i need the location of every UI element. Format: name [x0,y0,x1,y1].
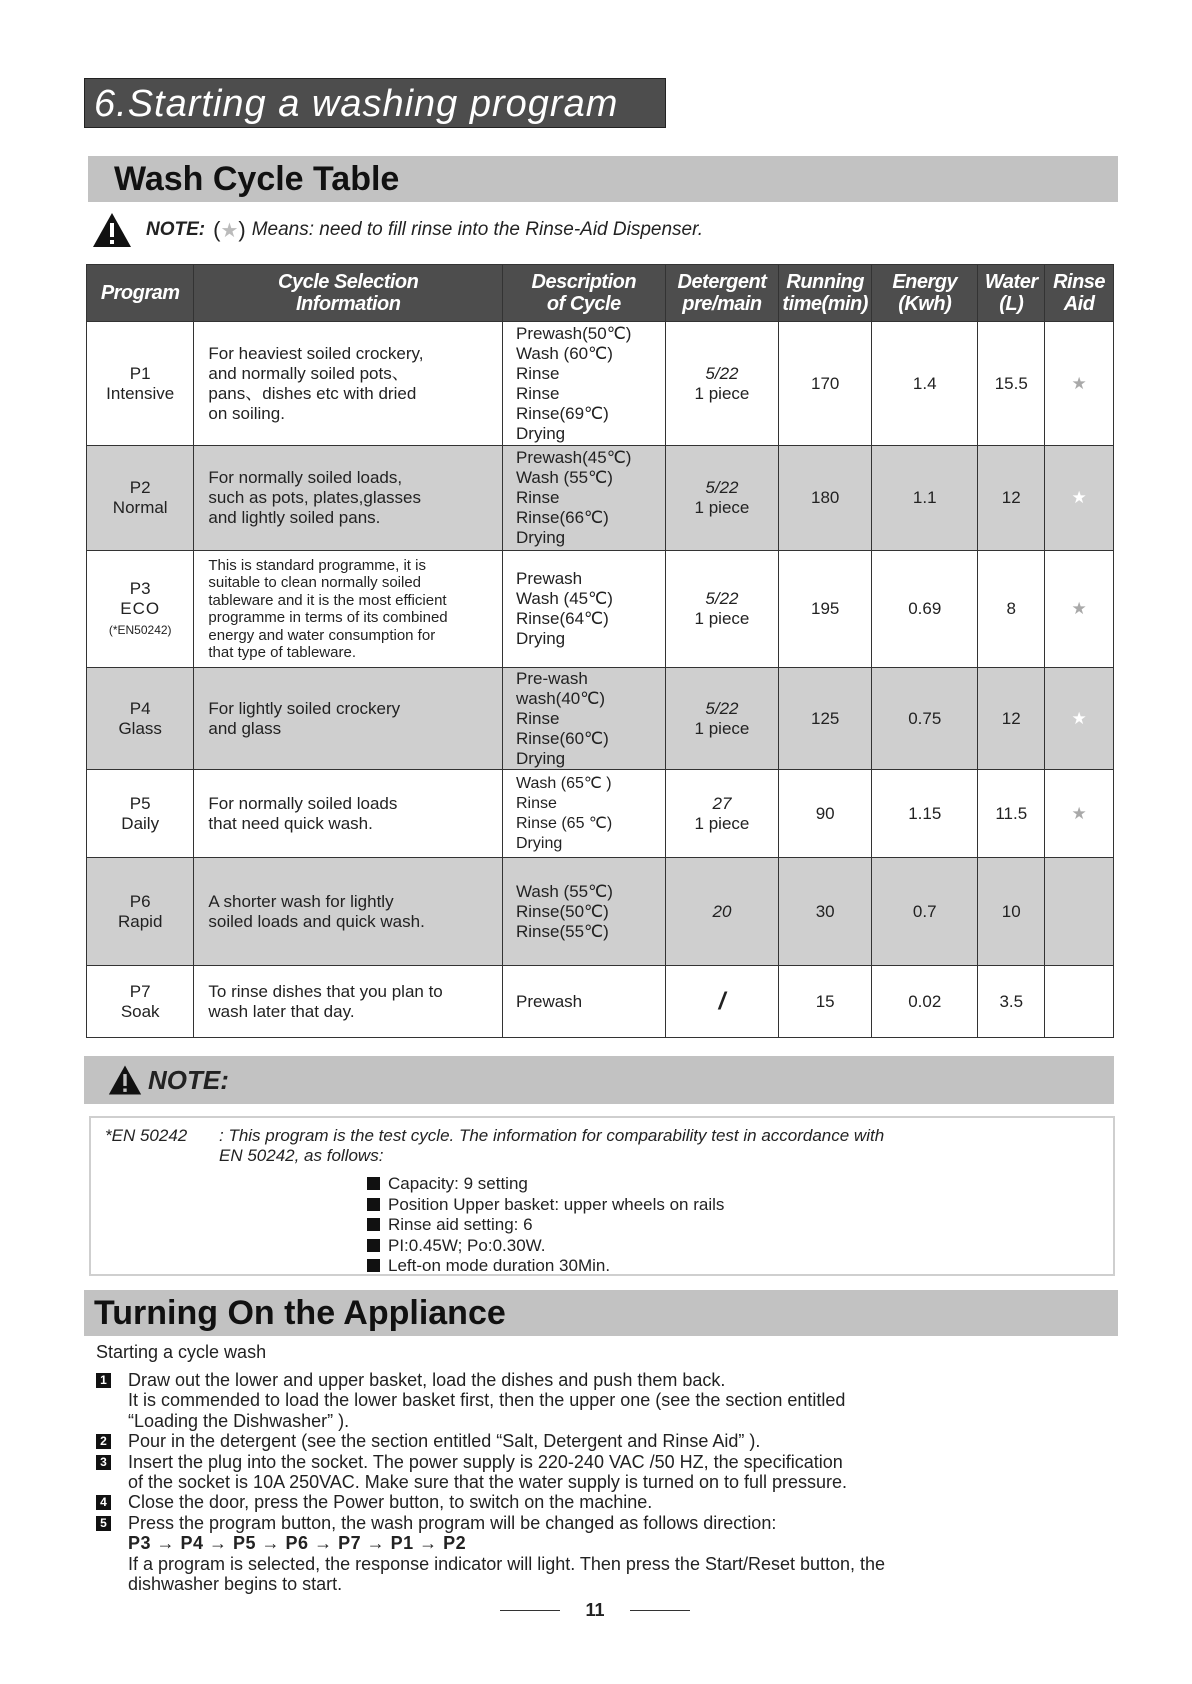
step-number: 4 [96,1495,111,1510]
cycle-info-cell: For heaviest soiled crockery, and normally soiled pots、 pans、dishes etc with dried on soiling. [194,322,503,446]
step-item: 3 Insert the plug into the socket. The power supply is 220-240 VAC /50 HZ, the specification of the socket is 10A 250VAC. Make sure that the water supply is turned on to full pressure. [96,1452,1096,1493]
list-item: PI:0.45W; Po:0.30W. [367,1236,724,1257]
wash-cycle-title: Wash Cycle Table [88,156,1118,202]
note-text: Means: need to fill rinse into the Rinse-Aid Dispenser. [251,219,703,240]
rinse-aid-empty [1045,966,1114,1038]
table-row [87,668,1114,770]
paren-close: ) [238,217,246,242]
table-row [87,966,1114,1038]
running-time-cell: 30 [779,858,872,966]
water-cell: 11.5 [978,770,1045,858]
table-header-row [87,265,1114,322]
step-item: 1 Draw out the lower and upper basket, load the dishes and push them back. It is commended to load the lower basket first, then the upper one (see the section entitled “Loading the Dishwasher” ). [96,1370,1096,1431]
rinse-aid-empty [1045,858,1114,966]
program-cell: P7 Soak [87,966,194,1038]
program-sequence: P3 → P4 → P5 → P6 → P7 → P1 → P2 [128,1533,467,1554]
water-cell: 12 [978,668,1045,770]
table-row [87,770,1114,858]
detergent-cell: 5/22 1 piece [665,322,779,446]
test-conditions-list [367,1174,724,1277]
energy-cell: 0.02 [872,966,978,1038]
water-cell: 12 [978,446,1045,551]
description-cell: Prewash(50℃) Wash (60℃) Rinse Rinse Rinse(69℃) Drying [503,322,666,446]
detergent-cell: / [665,966,779,1038]
step-item: 2 Pour in the detergent (see the section entitled “Salt, Detergent and Rinse Aid” ). [96,1431,1096,1451]
detergent-cell: 20 [665,858,779,966]
note-label: NOTE: [148,1064,229,1095]
list-item: Rinse aid setting: 6 [367,1215,724,1236]
program-cell: P3 ECO (*EN50242) [87,551,194,668]
chapter-title: 6.Starting a washing program [84,78,666,128]
step-number: 1 [96,1373,111,1388]
wash-cycle-table [86,264,1114,1038]
star-icon: ★ [1045,322,1114,446]
star-icon: ★ [1045,446,1114,551]
paren-open: ( [213,217,221,242]
running-time-cell: 180 [779,446,872,551]
starting-cycle-subtitle: Starting a cycle wash [96,1342,267,1362]
description-cell: Prewash [503,966,666,1038]
description-cell: Wash (65℃ ) Rinse Rinse (65 ℃) Drying [503,770,666,858]
table-row [87,551,1114,668]
step-number: 5 [96,1516,111,1531]
energy-cell: 1.15 [872,770,978,858]
program-cell: P2 Normal [87,446,194,551]
header-detergent: Detergent pre/main [665,265,779,322]
header-running-time: Running time(min) [779,265,872,322]
note-box [89,1116,1115,1276]
table-row [87,322,1114,446]
turning-on-title: Turning On the Appliance [84,1290,1118,1336]
step-number: 2 [96,1434,111,1449]
cycle-info-cell: This is standard programme, it is suitable to clean normally soiled tableware and it is the most efficient programme in terms of its combined energy and water consumption for that type of tableware. [194,551,503,668]
program-cell: P6 Rapid [87,858,194,966]
program-cell: P1 Intensive [87,322,194,446]
star-icon: ★ [1045,668,1114,770]
warning-icon [92,212,132,248]
page-number: 11 [500,1598,690,1622]
header-description: Description of Cycle [503,265,666,322]
star-icon: ★ [220,219,239,242]
energy-cell: 1.1 [872,446,978,551]
cycle-info-cell: For normally soiled loads, such as pots, plates,glasses and lightly soiled pans. [194,446,503,551]
running-time-cell: 170 [779,322,872,446]
divider [630,1610,690,1611]
running-time-cell: 125 [779,668,872,770]
table-row [87,858,1114,966]
cycle-info-cell: For normally soiled loads that need quick wash. [194,770,503,858]
description-cell: Wash (55℃) Rinse(50℃) Rinse(55℃) [503,858,666,966]
step-item: 5 Press the program button, the wash program will be changed as follows direction: P3 → P4 → P5 → P6 → P7 → P1 → P2 If a program is selected, the response indicator will light. Then press the Start/Reset button, the dishwasher begins to start. [96,1513,1096,1595]
water-cell: 8 [978,551,1045,668]
water-cell: 10 [978,858,1045,966]
warning-icon [108,1064,142,1096]
running-time-cell: 15 [779,966,872,1038]
detergent-cell: 5/22 1 piece [665,446,779,551]
energy-cell: 0.69 [872,551,978,668]
description-cell: Prewash(45℃) Wash (55℃) Rinse Rinse(66℃) Drying [503,446,666,551]
running-time-cell: 90 [779,770,872,858]
steps-list [96,1370,1096,1594]
cycle-info-cell: To rinse dishes that you plan to wash later that day. [194,966,503,1038]
header-program: Program [87,265,194,322]
note-rinse-aid [92,210,703,250]
detergent-cell: 27 1 piece [665,770,779,858]
cycle-info-cell: A shorter wash for lightly soiled loads and quick wash. [194,858,503,966]
energy-cell: 1.4 [872,322,978,446]
note-label: NOTE: [146,219,206,240]
running-time-cell: 195 [779,551,872,668]
water-cell: 15.5 [978,322,1045,446]
en-reference: *EN 50242 [105,1126,188,1145]
header-energy: Energy (Kwh) [872,265,978,322]
energy-cell: 0.75 [872,668,978,770]
header-water: Water (L) [978,265,1045,322]
table-row [87,446,1114,551]
note-band [84,1056,1114,1104]
program-cell: P4 Glass [87,668,194,770]
detergent-cell: 5/22 1 piece [665,551,779,668]
step-number: 3 [96,1455,111,1470]
energy-cell: 0.7 [872,858,978,966]
header-cycle-info: Cycle Selection Information [194,265,503,322]
list-item: Position Upper basket: upper wheels on rails [367,1195,724,1216]
star-icon: ★ [1045,770,1114,858]
description-cell: Prewash Wash (45℃) Rinse(64℃) Drying [503,551,666,668]
water-cell: 3.5 [978,966,1045,1038]
cycle-info-cell: For lightly soiled crockery and glass [194,668,503,770]
star-icon: ★ [1045,551,1114,668]
description-cell: Pre-wash wash(40℃) Rinse Rinse(60℃) Drying [503,668,666,770]
list-item: Left-on mode duration 30Min. [367,1256,724,1277]
list-item: Capacity: 9 setting [367,1174,724,1195]
step-item: 4 Close the door, press the Power button, to switch on the machine. [96,1492,1096,1512]
detergent-cell: 5/22 1 piece [665,668,779,770]
divider [500,1610,560,1611]
header-rinse-aid: Rinse Aid [1045,265,1114,322]
program-cell: P5 Daily [87,770,194,858]
en-description: : This program is the test cycle. The information for comparability test in accordance with EN 50242, as follows: [219,1126,885,1165]
